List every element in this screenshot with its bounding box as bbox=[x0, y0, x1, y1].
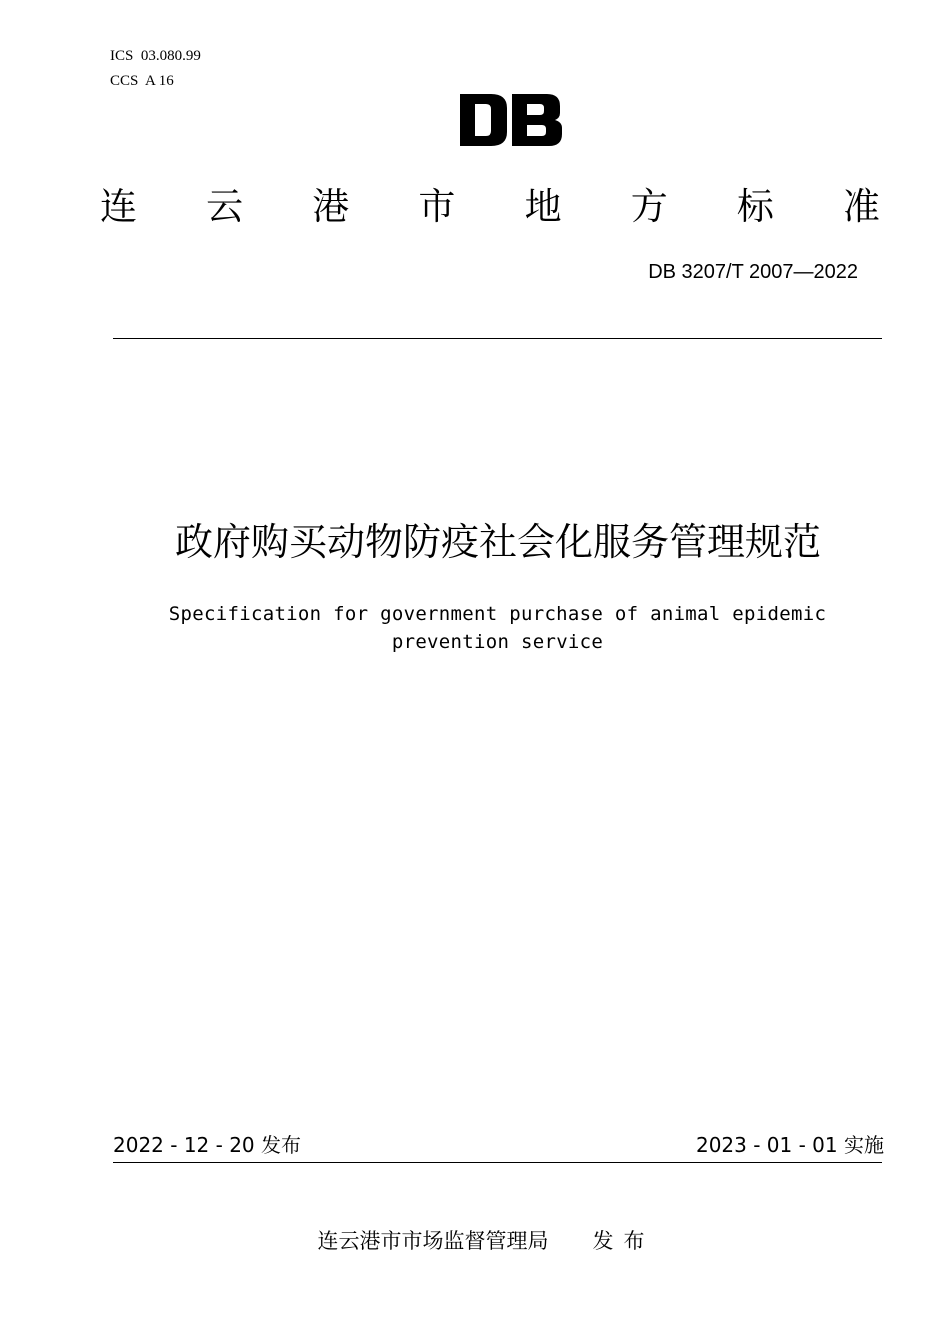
standard-type-char: 连 bbox=[100, 185, 137, 228]
standard-type-char: 地 bbox=[524, 185, 562, 228]
title-chinese: 政府购买动物防疫社会化服务管理规范 bbox=[174, 520, 821, 564]
ccs-code: CCS A 16 bbox=[110, 73, 174, 89]
publisher-line bbox=[0, 1228, 950, 1254]
top-divider bbox=[113, 338, 882, 339]
bottom-divider bbox=[113, 1162, 882, 1163]
effective-date: 2023 - 01 - 01 实施 bbox=[695, 1133, 884, 1157]
ics-code: ICS 03.080.99 bbox=[110, 48, 201, 64]
standard-type-char: 准 bbox=[842, 185, 880, 228]
standard-type-char: 云 bbox=[206, 185, 244, 228]
publisher-name: 连云港市市场监督管理局 bbox=[317, 1229, 549, 1253]
standard-type-char: 市 bbox=[418, 185, 456, 228]
standard-number: DB 3207/T 2007—2022 bbox=[648, 261, 858, 283]
standard-type-heading bbox=[100, 185, 880, 229]
standard-type-char: 方 bbox=[630, 185, 668, 228]
db-logo bbox=[460, 94, 562, 146]
standard-type-char: 港 bbox=[312, 185, 350, 228]
publisher-action: 发布 bbox=[592, 1229, 655, 1253]
standard-type-char: 标 bbox=[736, 185, 774, 228]
title-english: Specification for government purchase of animal epidemic prevention service bbox=[168, 603, 827, 653]
publish-date: 2022 - 12 - 20 发布 bbox=[113, 1133, 302, 1157]
